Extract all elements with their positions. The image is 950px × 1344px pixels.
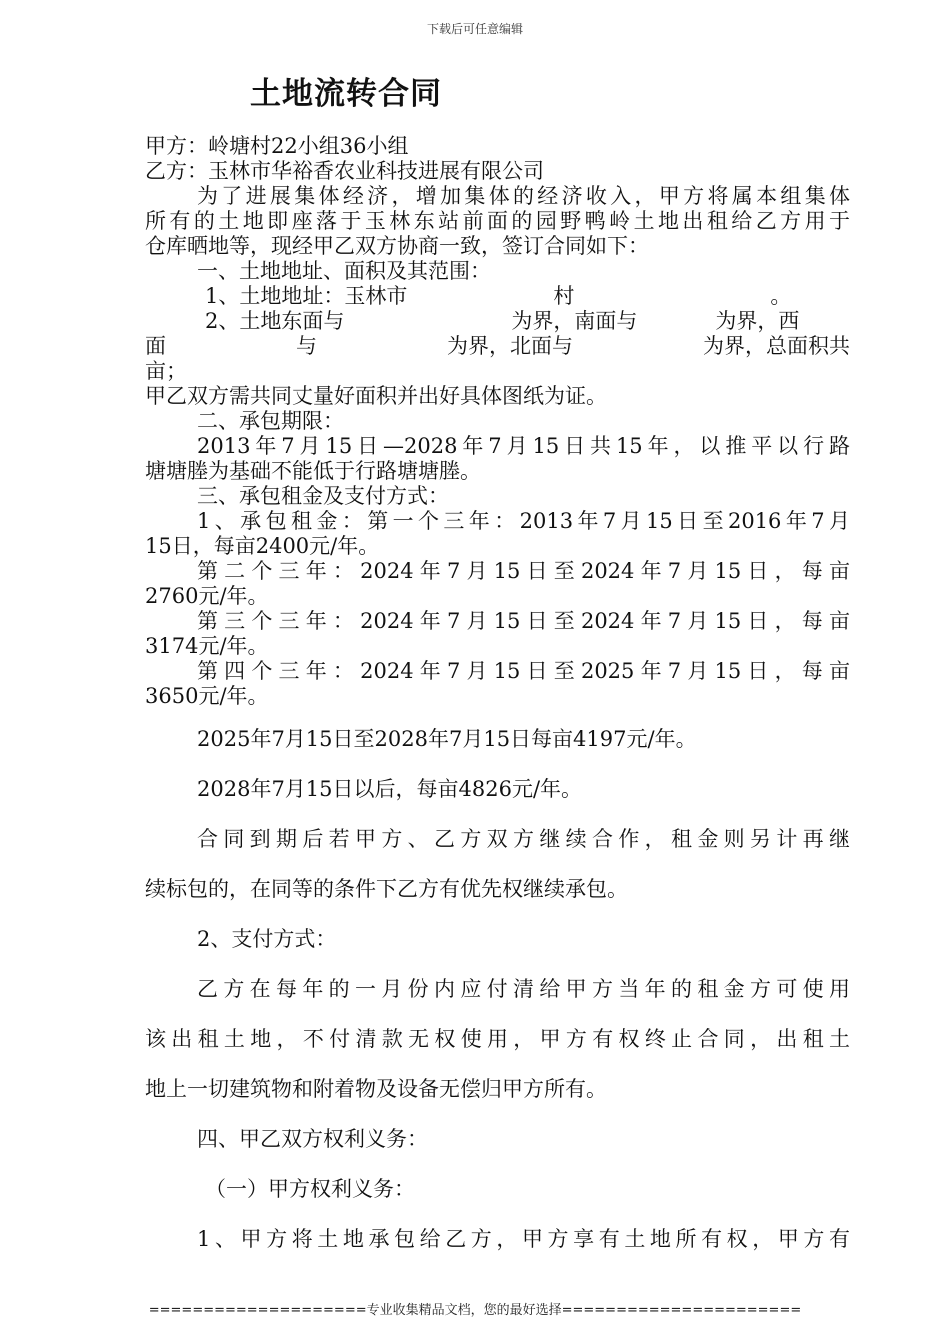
land-address-line	[145, 284, 850, 309]
document-title: 土地流转合同	[250, 76, 442, 112]
rent-line: 2760元/年。	[145, 584, 269, 608]
party-b: 乙方：玉林市华裕香农业科技进展有限公司	[145, 159, 544, 183]
download-note: 下载后可任意编辑	[426, 22, 523, 36]
rent-line: 第二个三年：2024年7月15日至2024年7月15日，每亩	[197, 559, 850, 583]
spaced-section	[145, 714, 850, 1264]
text-fragment: 面	[145, 334, 166, 358]
payment-heading: 2、支付方式：	[197, 927, 337, 951]
obligation-line: 1、甲方将土地承包给乙方，甲方享有土地所有权，甲方有	[197, 1227, 850, 1251]
rent-line: 3174元/年。	[145, 634, 269, 658]
north-label: 为界，北面与	[447, 334, 573, 358]
land-address-label: 1、土地地址：玉林市	[205, 284, 408, 308]
renewal-line: 合同到期后若甲方、乙方双方继续合作，租金则另计再继	[197, 827, 850, 851]
section-4-subheading: （一）甲方权利义务：	[205, 1177, 415, 1201]
period: 。	[770, 284, 792, 308]
term-line: 塘塘塍为基础不能低于行路塘塘塍。	[145, 459, 481, 483]
party-a: 甲方：岭塘村22小组36小组	[145, 134, 409, 158]
boundary-line-cont	[145, 334, 850, 359]
rent-line: 2025年7月15日至2028年7月15日每亩4197元/年。	[197, 727, 697, 751]
intro-line: 仓库晒地等，现经甲乙双方协商一致，签订合同如下：	[145, 234, 649, 258]
rent-line: 1、承包租金：第一个三年：2013年7月15日至2016年7月	[197, 509, 850, 533]
renewal-line: 续标包的，在同等的条件下乙方有优先权继续承包。	[145, 877, 628, 901]
survey-note: 甲乙双方需共同丈量好面积并出好具体图纸为证。	[145, 384, 607, 408]
footer-banner: ====================专业收集精品文档，您的最好选择======================	[148, 1303, 802, 1318]
payment-line: 乙方在每年的一月份内应付清给甲方当年的租金方可使用	[197, 977, 850, 1001]
contract-body	[145, 134, 850, 1264]
intro-line: 为了进展集体经济，增加集体的经济收入，甲方将属本组集体	[197, 184, 850, 208]
rent-line: 15日，每亩2400元/年。	[145, 534, 380, 558]
text-fragment: 与	[296, 334, 317, 358]
section-3-heading: 三、承包租金及支付方式：	[197, 484, 449, 508]
east-label: 2、土地东面与	[205, 309, 345, 333]
section-1-heading: 一、土地地址、面积及其范围：	[197, 259, 491, 283]
rent-line: 2028年7月15日以后，每亩4826元/年。	[197, 777, 583, 801]
section-2-heading: 二、承包期限：	[197, 409, 344, 433]
south-label: 为界，南面与	[511, 309, 638, 333]
rent-line: 第四个三年：2024年7月15日至2025年7月15日，每亩	[197, 659, 850, 683]
boundary-line	[145, 309, 850, 334]
term-line: 2013年7月15日—2028年7月15日共15年，以推平以行路	[197, 434, 850, 458]
total-area-label: 为界，总面积共	[703, 334, 850, 358]
area-unit: 亩；	[145, 359, 187, 383]
payment-line: 该出租土地，不付清款无权使用，甲方有权终止合同，出租土	[145, 1027, 850, 1051]
intro-line: 所有的土地即座落于玉林东站前面的园野鸭岭土地出租给乙方用于	[145, 209, 850, 233]
west-label: 为界，西	[715, 309, 800, 333]
rent-line: 3650元/年。	[145, 684, 269, 708]
village-label: 村	[553, 284, 575, 308]
rent-line: 第三个三年：2024年7月15日至2024年7月15日，每亩	[197, 609, 850, 633]
payment-line: 地上一切建筑物和附着物及设备无偿归甲方所有。	[145, 1077, 607, 1101]
section-4-heading: 四、甲乙双方权利义务：	[197, 1127, 428, 1151]
